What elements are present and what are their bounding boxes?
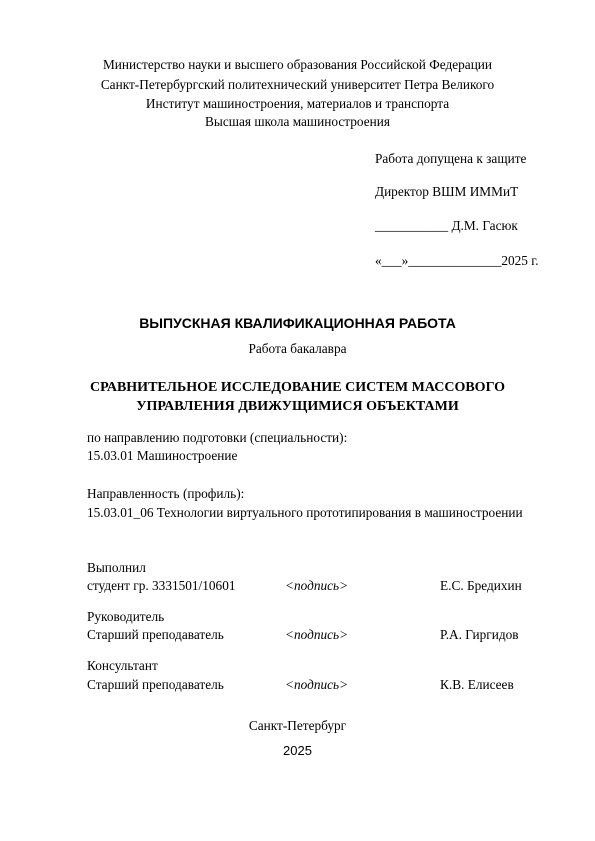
signature-placeholder: <подпись> bbox=[285, 627, 349, 642]
ministry-line: Министерство науки и высшего образования Российской Федерации bbox=[102, 57, 493, 72]
signature-placeholder: <подпись> bbox=[285, 578, 349, 593]
degree-subtitle: Работа бакалавра bbox=[248, 341, 347, 356]
signature-name: Е.С. Бредихин bbox=[440, 578, 522, 593]
profile-label: Направленность (профиль): bbox=[87, 486, 245, 501]
approval-date-line: «___»______________2025 г. bbox=[375, 253, 539, 268]
director-label: Директор ВШМ ИММиТ bbox=[375, 184, 519, 199]
topic-line-2: УПРАВЛЕНИЯ ДВИЖУЩИМИСЯ ОБЪЕКТАМИ bbox=[136, 399, 459, 414]
signature-name: К.В. Елисеев bbox=[440, 677, 514, 692]
signature-name: Р.А. Гиргидов bbox=[440, 627, 519, 642]
profile-value: 15.03.01_06 Технологии виртуального прототипирования в машиностроении bbox=[87, 505, 523, 520]
signature-role: Руководитель bbox=[87, 609, 165, 624]
direction-label: по направлению подготовки (специальности): bbox=[87, 430, 348, 445]
signature-role: Консультант bbox=[87, 658, 158, 673]
university-line: Санкт-Петербургский политехнический университет Петра Великого bbox=[100, 77, 495, 92]
signature-position: Старший преподаватель bbox=[87, 677, 224, 692]
footer-city: Санкт-Петербург bbox=[248, 718, 347, 733]
topic-line-1: СРАВНИТЕЛЬНОЕ ИССЛЕДОВАНИЕ СИСТЕМ МАССОВОГО bbox=[89, 380, 506, 395]
school-line: Высшая школа машиностроения bbox=[205, 114, 390, 129]
direction-value: 15.03.01 Машиностроение bbox=[87, 448, 238, 463]
signature-role: Выполнил bbox=[87, 560, 146, 575]
signature-placeholder: <подпись> bbox=[285, 677, 349, 692]
work-type-title: ВЫПУСКНАЯ КВАЛИФИКАЦИОННАЯ РАБОТА bbox=[139, 315, 456, 331]
footer-year: 2025 bbox=[283, 743, 312, 758]
signature-position: Старший преподаватель bbox=[87, 627, 224, 642]
admitted-label: Работа допущена к защите bbox=[375, 151, 527, 166]
institute-line: Институт машиностроения, материалов и транспорта bbox=[145, 96, 450, 111]
director-signature-line: ___________ Д.М. Гасюк bbox=[375, 218, 518, 233]
signature-position: студент гр. 3331501/10601 bbox=[87, 578, 236, 593]
